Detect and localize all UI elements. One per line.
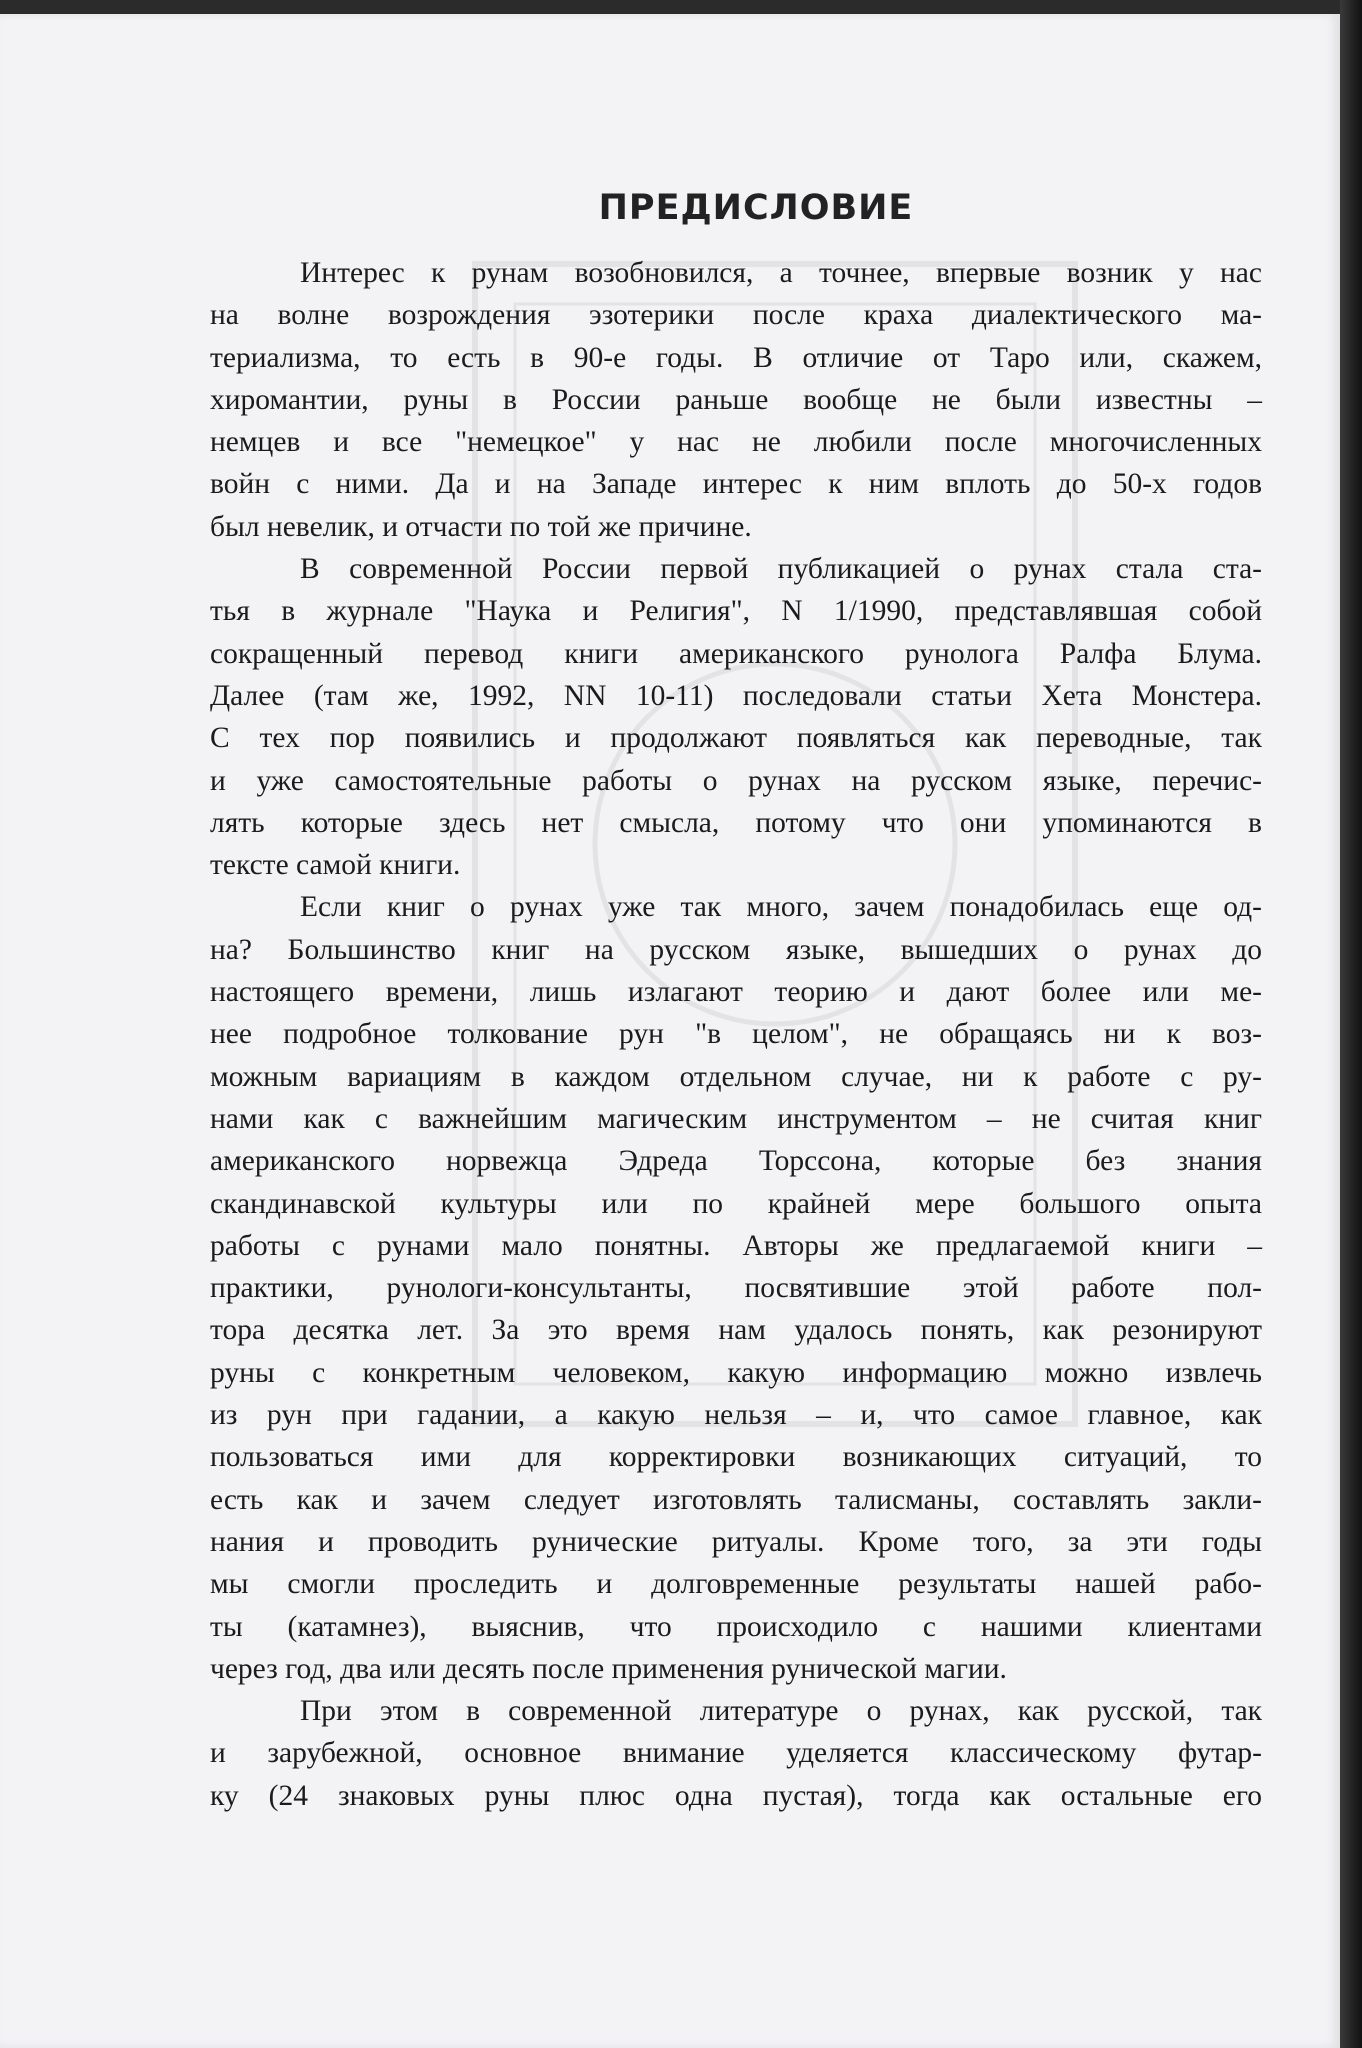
text-line: териализма, то есть в 90-е годы. В отличие от Таро или, скажем,: [210, 341, 1262, 374]
text-line: американского норвежца Эдреда Торссона, которые без знания: [210, 1145, 1262, 1178]
text-line: Далее (там же, 1992, NN 10-11) последовали статьи Хета Монстера.: [210, 679, 1262, 712]
text-line: работы с рунами мало понятны. Авторы же предлагаемой книги –: [210, 1229, 1262, 1262]
text-line: нами как с важнейшим магическим инструментом – не считая книг: [210, 1102, 1262, 1135]
text-line: из рун при гадании, а какую нельзя – и, что самое главное, как: [210, 1399, 1262, 1432]
text-line: сокращенный перевод книги американского рунолога Ралфа Блума.: [210, 637, 1262, 670]
text-line: нее подробное толкование рун "в целом", не обращаясь ни к воз-: [210, 1018, 1262, 1051]
text-line: При этом в современной литературе о рунах, как русской, так: [300, 1695, 1262, 1728]
text-line: пользоваться ими для корректировки возникающих ситуаций, то: [210, 1441, 1262, 1474]
text-line: войн с ними. Да и на Западе интерес к ним вплоть до 50-х годов: [210, 468, 1262, 501]
paragraph-4: [210, 1690, 1262, 1817]
paragraph-2: [210, 548, 1262, 886]
text-line: руны с конкретным человеком, какую информацию можно извлечь: [210, 1356, 1262, 1389]
text-line: ку (24 знаковых руны плюс одна пустая), тогда как остальные его: [210, 1779, 1262, 1812]
text-line: лять которые здесь нет смысла, потому что они упоминаются в: [210, 806, 1262, 839]
text-line: хиромантии, руны в России раньше вообще не были известны –: [210, 383, 1262, 416]
text-line: нания и проводить рунические ритуалы. Кроме того, за эти годы: [210, 1525, 1262, 1558]
text-line: на? Большинство книг на русском языке, вышедших о рунах до: [210, 933, 1262, 966]
text-line: мы смогли проследить и долговременные результаты нашей рабо-: [210, 1568, 1262, 1601]
text-line: тья в журнале "Наука и Религия", N 1/1990, представлявшая собой: [210, 595, 1262, 628]
text-line: скандинавской культуры или по крайней мере большого опыта: [210, 1187, 1262, 1220]
text-line: Интерес к рунам возобновился, а точнее, впервые возник у нас: [300, 257, 1262, 289]
text-line: есть как и зачем следует изготовлять талисманы, составлять закли-: [210, 1483, 1262, 1516]
text-line: через год, два или десять после применения рунической магии.: [210, 1652, 1007, 1685]
text-line: В современной России первой публикацией о рунах стала ста-: [300, 553, 1262, 586]
page-content: [210, 180, 1262, 1817]
page-edge-shadow: [1340, 0, 1362, 2048]
text-line: ты (катамнез), выяснив, что происходило с нашими клиентами: [210, 1610, 1262, 1643]
text-line: Если книг о рунах уже так много, зачем понадобилась еще од-: [300, 891, 1262, 924]
text-line: был невелик, и отчасти по той же причине.: [210, 510, 752, 543]
paragraph-3: [210, 886, 1262, 1690]
text-line: практики, рунологи-консультанты, посвятившие этой работе пол-: [210, 1272, 1262, 1305]
text-line: тексте самой книги.: [210, 849, 461, 882]
text-line: настоящего времени, лишь излагают теорию и дают более или ме-: [210, 976, 1262, 1009]
text-line: С тех пор появились и продолжают появляться как переводные, так: [210, 722, 1262, 755]
text-line: можным вариациям в каждом отдельном случае, ни к работе с ру-: [210, 1060, 1262, 1093]
paragraph-1: [210, 252, 1262, 548]
text-line: и уже самостоятельные работы о рунах на русском языке, перечис-: [210, 764, 1262, 797]
text-line: немцев и все "немецкое" у нас не любили после многочисленных: [210, 426, 1262, 459]
text-line: тора десятка лет. За это время нам удалось понять, как резонируют: [210, 1314, 1262, 1347]
text-line: и зарубежной, основное внимание уделяется классическому футар-: [210, 1737, 1262, 1770]
text-line: на волне возрождения эзотерики после краха диалектического ма-: [210, 299, 1262, 332]
page-title: ПРЕДИСЛОВИЕ: [598, 188, 914, 228]
